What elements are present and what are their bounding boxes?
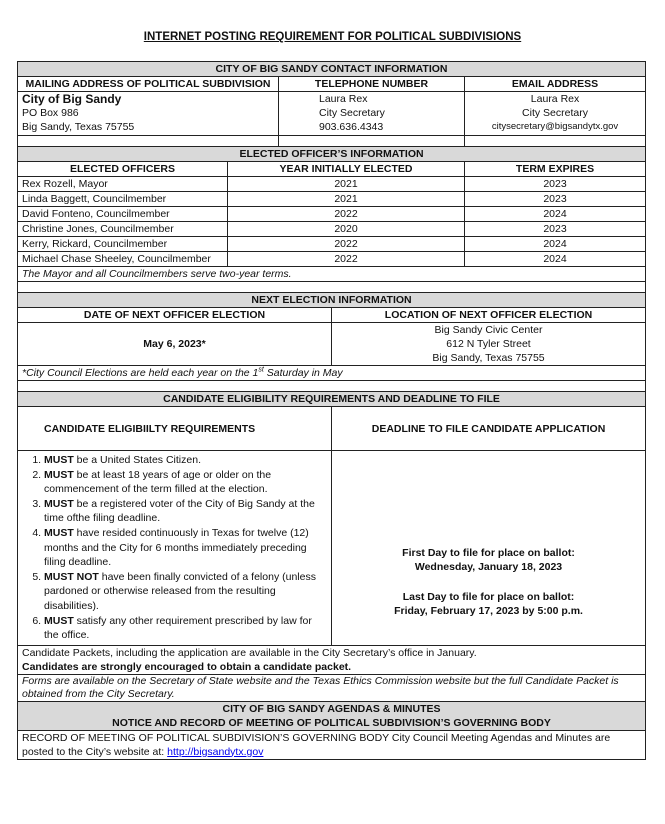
officer-name: David Fonteno, Councilmember: [18, 207, 228, 222]
list-item: 1. MUST be a United States Citizen.: [44, 453, 327, 468]
year-elected-column-header: YEAR INITIALLY ELECTED: [228, 162, 465, 177]
officer-year: 2020: [228, 222, 465, 237]
agendas-text: RECORD OF MEETING OF POLITICAL SUBDIVISION’S GOVERNING BODY City Council Meeting Agendas and Minutes are posted to the City’s website at:: [22, 731, 611, 758]
election-location-column-header: LOCATION OF NEXT OFFICER ELECTION: [332, 308, 646, 323]
phone-number: 903.636.4343: [319, 121, 384, 133]
officer-term: 2023: [465, 192, 646, 207]
packet-note-cell: [18, 645, 646, 674]
deadline-column-header: DEADLINE TO FILE CANDIDATE APPLICATION: [332, 407, 646, 451]
officer-term: 2024: [465, 207, 646, 222]
officer-row: [18, 177, 646, 192]
packet-note-bold: Candidates are strongly encouraged to obtain a candidate packet.: [22, 660, 352, 673]
telephone-column-header: TELEPHONE NUMBER: [279, 77, 465, 92]
election-note: *City Council Elections are held each year on the 1st Saturday in May: [18, 366, 646, 381]
location-line-2: 612 N Tyler Street: [446, 338, 531, 350]
officer-row: [18, 237, 646, 252]
officer-row: [18, 222, 646, 237]
first-day-label: First Day to file for place on ballot:: [402, 546, 575, 559]
term-note: The Mayor and all Councilmembers serve two-year terms.: [18, 267, 646, 282]
officer-row: [18, 192, 646, 207]
officer-row: [18, 207, 646, 222]
mailing-address-cell: [18, 92, 279, 136]
candidate-section-header: CANDIDATE ELIGIBILITY REQUIREMENTS AND DEADLINE TO FILE: [18, 392, 646, 407]
election-location-cell: [332, 323, 646, 366]
officer-name: Rex Rozell, Mayor: [18, 177, 228, 192]
email-column-header: EMAIL ADDRESS: [465, 77, 646, 92]
list-item: 3. MUST be a registered voter of the City of Big Sandy at the time ofthe filing deadline.: [44, 497, 327, 526]
officer-term: 2024: [465, 252, 646, 267]
list-item: 6. MUST satisfy any other requirement prescribed by law for the office.: [44, 614, 327, 643]
list-item: 5. MUST NOT have been finally convicted of a felony (unless pardoned or otherwise released from the resulting disabilities).: [44, 570, 327, 614]
posting-form: [17, 61, 646, 760]
first-day-date: Wednesday, January 18, 2023: [414, 560, 563, 573]
officer-term: 2024: [465, 237, 646, 252]
officers-section-header: ELECTED OFFICER’S INFORMATION: [18, 147, 646, 162]
officer-year: 2022: [228, 252, 465, 267]
contact-section-header: CITY OF BIG SANDY CONTACT INFORMATION: [18, 62, 646, 77]
address-line-1: PO Box 986: [22, 107, 79, 119]
email-contact-name: Laura Rex: [530, 93, 580, 105]
officer-year: 2022: [228, 237, 465, 252]
email-cell: [465, 92, 646, 136]
email-address: citysecretary@bigsandytx.gov: [491, 121, 619, 132]
agendas-header-line-1: CITY OF BIG SANDY AGENDAS & MINUTES: [222, 702, 441, 715]
email-contact-title: City Secretary: [522, 107, 588, 119]
agendas-section-header: [18, 701, 646, 730]
last-day-label: Last Day to file for place on ballot:: [402, 590, 575, 603]
election-section-header: NEXT ELECTION INFORMATION: [18, 293, 646, 308]
officer-name: Christine Jones, Councilmember: [18, 222, 228, 237]
officer-name: Linda Baggett, Councilmember: [18, 192, 228, 207]
agendas-header-line-2: NOTICE AND RECORD OF MEETING OF POLITICAL SUBDIVISION’S GOVERNING BODY: [112, 716, 551, 729]
officer-name: Michael Chase Sheeley, Councilmember: [18, 252, 228, 267]
phone-contact-name: Laura Rex: [319, 93, 368, 105]
city-website-link[interactable]: http://bigsandytx.gov: [167, 745, 264, 758]
officer-term: 2023: [465, 177, 646, 192]
document-title: INTERNET POSTING REQUIREMENT FOR POLITICAL SUBDIVISIONS: [143, 31, 522, 43]
requirements-cell: [18, 451, 332, 646]
requirements-column-header: CANDIDATE ELIGIBIILTY REQUIREMENTS: [18, 407, 332, 451]
telephone-cell: [279, 92, 465, 136]
officer-term: 2023: [465, 222, 646, 237]
officer-row: [18, 252, 646, 267]
packet-note: Candidate Packets, including the application are available in the City Secretary’s office in January.: [22, 646, 477, 659]
mailing-address-column-header: MAILING ADDRESS OF POLITICAL SUBDIVISION: [18, 77, 279, 92]
phone-contact-title: City Secretary: [319, 107, 385, 119]
address-line-2: Big Sandy, Texas 75755: [22, 121, 135, 133]
agendas-text-cell: [18, 730, 646, 759]
election-date: May 6, 2023*: [18, 323, 332, 366]
location-line-3: Big Sandy, Texas 75755: [432, 352, 545, 364]
requirements-list: [22, 453, 327, 643]
forms-note: Forms are available on the Secretary of State website and the Texas Ethics Commission website but the full Candidate Packet is obtained from the City Secretary.: [18, 674, 646, 701]
officer-year: 2022: [228, 207, 465, 222]
city-name: City of Big Sandy: [22, 92, 122, 106]
officers-column-header: ELECTED OFFICERS: [18, 162, 228, 177]
location-line-1: Big Sandy Civic Center: [434, 324, 543, 336]
list-item: 2. MUST be at least 18 years of age or older on the commencement of the term filled at the election.: [44, 468, 327, 497]
officer-year: 2021: [228, 177, 465, 192]
last-day-date: Friday, February 17, 2023 by 5:00 p.m.: [394, 604, 583, 617]
officer-name: Kerry, Rickard, Councilmember: [18, 237, 228, 252]
list-item: 4. MUST have resided continuously in Texas for twelve (12) months and the City for 6 months immediately preceding filing deadline.: [44, 526, 327, 570]
officer-year: 2021: [228, 192, 465, 207]
deadline-cell: [332, 451, 646, 646]
term-expires-column-header: TERM EXPIRES: [465, 162, 646, 177]
election-date-column-header: DATE OF NEXT OFFICER ELECTION: [18, 308, 332, 323]
